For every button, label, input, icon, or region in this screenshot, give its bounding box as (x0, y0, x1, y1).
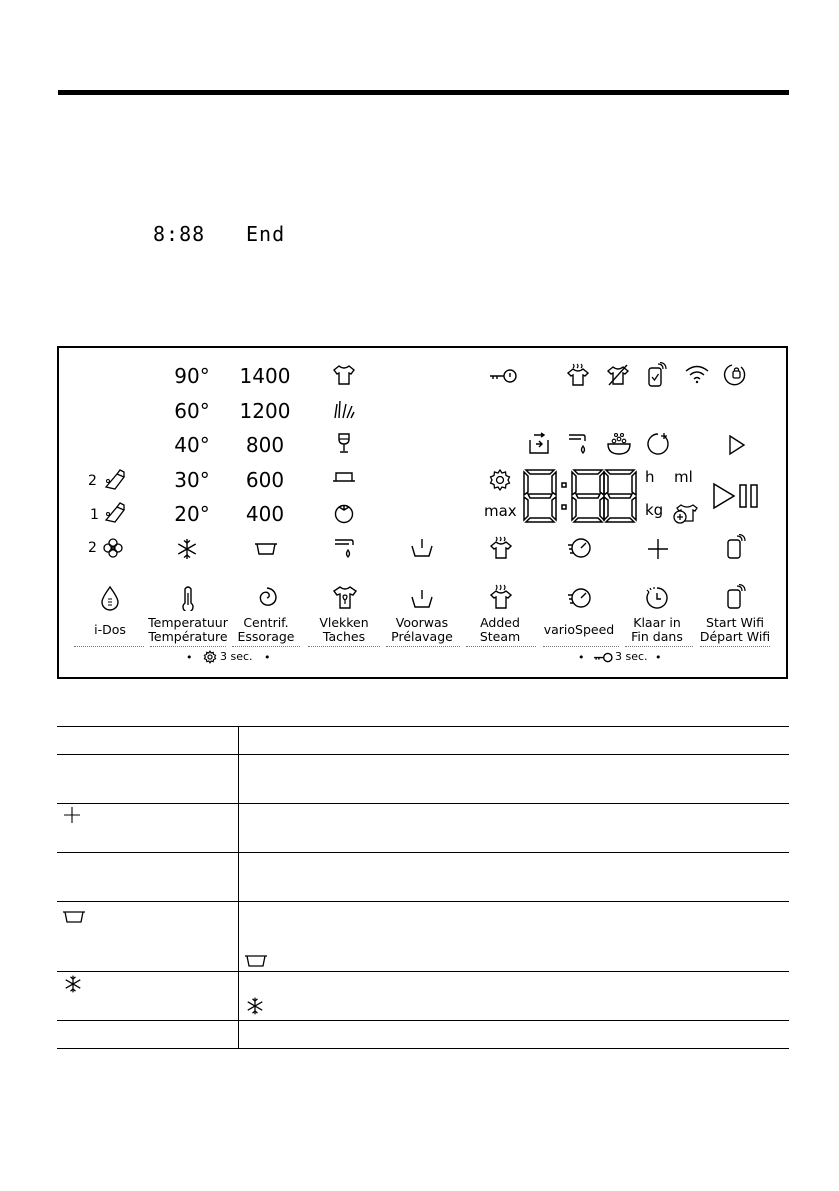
button-label-variospeed[interactable] (542, 623, 616, 637)
separator (308, 646, 380, 647)
separator (232, 646, 300, 647)
temp-20: 20° (174, 502, 210, 526)
no-iron-shirt-icon (606, 363, 630, 387)
water-tap-icon (567, 431, 591, 457)
spin-icon[interactable] (254, 585, 280, 611)
basin-icon (62, 910, 86, 924)
button-line1: Vlekken (319, 615, 369, 630)
table-rule (57, 1048, 789, 1049)
hint-dot: • (186, 651, 193, 664)
speed-1400: 1400 (239, 364, 291, 388)
hint-dot: • (578, 651, 585, 664)
hint-dot: • (264, 651, 271, 664)
button-line1: Klaar in (633, 615, 681, 630)
key-icon (488, 368, 518, 384)
table-rule (57, 971, 789, 972)
play-pause-icon (712, 482, 760, 510)
separator (74, 646, 144, 647)
butter-icon (332, 470, 356, 484)
separator (543, 646, 619, 647)
speed-icon[interactable] (567, 586, 593, 610)
table-rule (57, 901, 789, 902)
button-line2: Prélavage (391, 629, 453, 644)
temp-40: 40° (174, 433, 210, 457)
table-column-divider (238, 726, 239, 1048)
remote-start-icon (725, 534, 747, 560)
temp-30: 30° (174, 468, 210, 492)
button-line1: Temperatuur (148, 615, 228, 630)
button-label-steam[interactable] (468, 616, 532, 644)
gear-icon (203, 650, 217, 664)
button-line2: Départ Wifi (699, 629, 771, 644)
temp-60: 60° (174, 399, 210, 423)
button-line2: Essorage (237, 629, 295, 644)
play-icon (728, 434, 746, 456)
separator (386, 646, 460, 647)
phone-check-icon (646, 362, 668, 388)
wifi-icon (684, 364, 710, 384)
separator (625, 646, 693, 647)
unit-ml: ml (674, 468, 693, 486)
button-label-prewash[interactable] (386, 616, 458, 644)
top-rule (58, 90, 789, 95)
phone-icon[interactable] (725, 584, 747, 610)
bowl-dots-icon (606, 432, 632, 456)
gear-icon (488, 468, 512, 492)
unit-h: h (645, 468, 655, 486)
speed-400: 400 (245, 502, 285, 526)
key-icon (592, 652, 614, 663)
drop-icon[interactable] (100, 585, 120, 611)
timer-icon (645, 431, 671, 457)
unit-max: max (484, 502, 517, 520)
snowflake-icon (245, 996, 265, 1016)
plus-icon (646, 537, 670, 561)
door-lock-icon (722, 362, 748, 388)
button-line1: varioSpeed (543, 622, 615, 637)
table-rule (57, 726, 789, 727)
shirt-icon (332, 364, 356, 386)
speed-icon (567, 536, 593, 560)
table-rule (57, 852, 789, 853)
button-line2: Fin dans (631, 629, 683, 644)
button-label-stains[interactable] (310, 616, 378, 644)
separator (700, 646, 770, 647)
speed-800: 800 (245, 433, 285, 457)
basin-icon (244, 954, 268, 968)
button-line1: i-Dos (94, 622, 126, 637)
steam-shirt-icon (489, 536, 513, 560)
add-laundry-icon (672, 499, 698, 525)
table-rule (57, 803, 789, 804)
button-label-finish-in[interactable] (624, 616, 690, 644)
hold-hint-left: 3 sec. (220, 650, 253, 663)
hold-hint-right: 3 sec. (615, 650, 648, 663)
button-label-start-wifi[interactable] (697, 616, 773, 644)
thermometer-icon[interactable] (180, 585, 196, 611)
detergent-bottle-icon (103, 501, 127, 523)
grass-icon (332, 398, 356, 420)
button-line1: Voorwas (395, 615, 449, 630)
button-line1: Added (480, 615, 520, 630)
prewash-icon (409, 537, 435, 559)
wine-glass-icon (335, 432, 353, 454)
button-label-spin[interactable] (232, 616, 300, 644)
steam-icon[interactable] (489, 584, 513, 610)
rinse-hold-icon (527, 432, 551, 456)
snowflake-icon (175, 537, 199, 561)
end-segment-display: End (246, 222, 286, 246)
clock-icon[interactable] (644, 585, 670, 611)
table-rule (57, 1020, 789, 1021)
speed-1200: 1200 (239, 399, 291, 423)
dos-level-1: 1 (90, 507, 99, 523)
hint-dot: • (655, 651, 662, 664)
table-rule (57, 754, 789, 755)
tomato-icon (332, 502, 356, 524)
button-line2: Taches (322, 629, 366, 644)
steam-shirt-icon (566, 363, 590, 387)
button-line2: Steam (479, 629, 521, 644)
dos-level-2: 2 (88, 473, 97, 489)
unit-kg: kg (645, 501, 664, 519)
main-time-display (522, 468, 638, 524)
stain-drop-icon (332, 536, 356, 560)
time-segment-display: 8:88 (153, 222, 206, 246)
softener-level-2: 2 (88, 540, 97, 556)
button-line1: Start Wifi (706, 615, 764, 630)
detergent-bottle-icon (103, 468, 127, 490)
stain-icon[interactable] (332, 584, 358, 610)
temp-90: 90° (174, 364, 210, 388)
button-line1: Centrif. (243, 615, 289, 630)
basin-icon (253, 541, 279, 557)
button-label-temperature[interactable] (145, 616, 231, 644)
separator (150, 646, 226, 647)
snowflake-icon (63, 974, 83, 994)
separator (466, 646, 536, 647)
flower-icon (102, 537, 124, 559)
button-line2: Température (148, 629, 228, 644)
speed-600: 600 (245, 468, 285, 492)
prewash-icon[interactable] (409, 588, 435, 610)
button-label-idos[interactable] (78, 623, 142, 637)
plus-icon (63, 806, 81, 824)
